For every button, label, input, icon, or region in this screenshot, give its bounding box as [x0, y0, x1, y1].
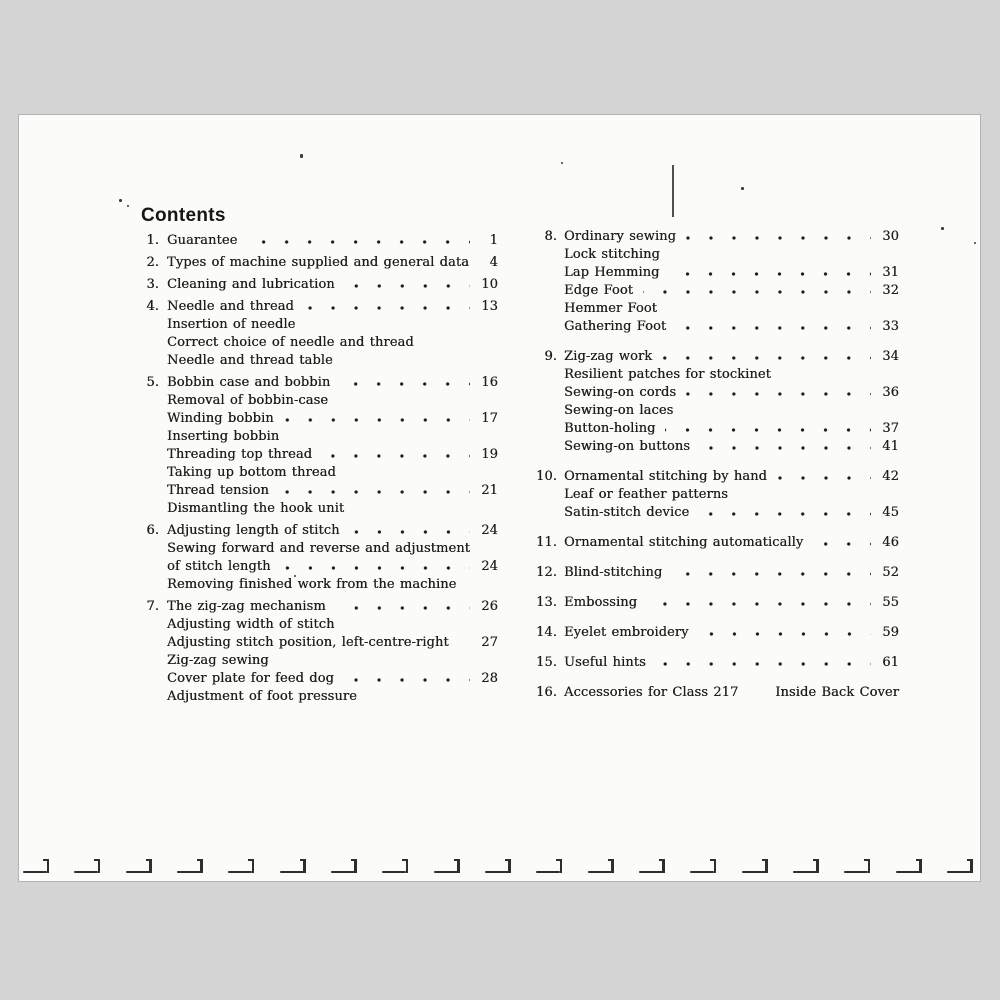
- toc-subentry: [533, 402, 899, 420]
- dot-leaders: [672, 572, 871, 576]
- entry-page-number: 32: [882, 283, 899, 298]
- entry-page-number: 42: [882, 469, 899, 484]
- entry-title: Zig-zag work: [564, 349, 653, 364]
- entry-title: Sewing-on cords: [564, 385, 677, 400]
- entry-title: Resilient patches for stockinet: [564, 367, 771, 382]
- toc-entry: [533, 594, 899, 612]
- entry-page-number: 33: [882, 319, 899, 334]
- entry-title: Insertion of needle: [167, 317, 296, 332]
- binding-mark-icon: [947, 859, 973, 873]
- binding-mark-icon: [844, 859, 870, 873]
- toc-subentry: [141, 352, 498, 370]
- toc-subentry: [533, 300, 899, 318]
- dot-leaders: [676, 326, 871, 330]
- toc-entry: [141, 522, 498, 540]
- toc-subentry: [141, 634, 498, 652]
- dot-leaders: [247, 240, 470, 244]
- entry-page-number: 31: [882, 265, 899, 280]
- entry-title: Gathering Foot: [564, 319, 667, 334]
- dot-leaders: [686, 236, 871, 240]
- toc-entry: [533, 468, 899, 486]
- dot-leaders: [699, 512, 871, 516]
- entry-title: The zig-zag mechanism: [167, 599, 326, 614]
- entry-page-number: 24: [481, 523, 498, 538]
- toc-subentry: [141, 464, 498, 482]
- dot-leaders: [345, 284, 470, 288]
- binding-mark-icon: [690, 859, 716, 873]
- dot-leaders: [344, 678, 470, 682]
- entry-number: 2.: [146, 255, 159, 270]
- toc-subentry: [141, 500, 498, 518]
- entry-title: Taking up bottom thread: [167, 465, 336, 480]
- toc-subentry: [533, 318, 899, 336]
- scan-speckle: [741, 187, 744, 190]
- entry-title: Ornamental stitching automatically: [564, 535, 804, 550]
- entry-title: Types of machine supplied and general data: [167, 255, 470, 270]
- toc-subentry: [141, 410, 498, 428]
- entry-title: Leaf or feather patterns: [564, 487, 728, 502]
- entry-number: 4.: [146, 299, 159, 314]
- entry-number: 13.: [536, 595, 557, 610]
- entry-number: 11.: [536, 535, 557, 550]
- dot-leaders: [700, 446, 871, 450]
- entry-number: 15.: [536, 655, 557, 670]
- binding-mark-icon: [382, 859, 408, 873]
- toc-entry: [141, 276, 498, 294]
- entry-title: Ordinary sewing: [564, 229, 677, 244]
- toc-entry: [141, 232, 498, 250]
- entry-title: Lap Hemming: [564, 265, 660, 280]
- dot-leaders: [304, 306, 470, 310]
- entry-page-number: 34: [882, 349, 899, 364]
- entry-title: Adjusting length of stitch: [167, 523, 340, 538]
- toc-entry: [141, 254, 498, 272]
- toc-subentry: [141, 392, 498, 410]
- entry-number: 1.: [146, 233, 159, 248]
- entry-page-number: 24: [481, 559, 498, 574]
- entry-title: Hemmer Foot: [564, 301, 658, 316]
- entry-title: Needle and thread: [167, 299, 294, 314]
- entry-title: Correct choice of needle and thread: [167, 335, 414, 350]
- scan-speckle: [294, 575, 296, 577]
- dot-leaders: [336, 606, 470, 610]
- entry-number: 10.: [536, 469, 557, 484]
- entry-number: 3.: [146, 277, 159, 292]
- toc-column-left: [141, 232, 498, 706]
- entry-title: Dismantling the hook unit: [167, 501, 345, 516]
- scan-speckle: [941, 227, 944, 230]
- toc-entry: [533, 684, 899, 702]
- toc-subentry: [533, 282, 899, 300]
- comb-binding-marks: [23, 859, 973, 873]
- entry-title: Sewing-on laces: [564, 403, 674, 418]
- dot-leaders: [669, 272, 871, 276]
- toc-entry: [141, 598, 498, 616]
- toc-subentry: [533, 246, 899, 264]
- scan-speckle: [119, 199, 122, 202]
- binding-mark-icon: [177, 859, 203, 873]
- toc-entry: [141, 298, 498, 316]
- binding-mark-icon: [23, 859, 49, 873]
- dot-leaders: [665, 428, 871, 432]
- entry-number: 14.: [536, 625, 557, 640]
- entry-page-number: 36: [882, 385, 899, 400]
- entry-page-number: 26: [481, 599, 498, 614]
- entry-page-number: 1: [489, 233, 498, 248]
- toc-subentry: [533, 486, 899, 504]
- dot-leaders: [281, 566, 470, 570]
- toc-subentry: [141, 428, 498, 446]
- entry-page-number: 52: [882, 565, 899, 580]
- entry-number: 12.: [536, 565, 557, 580]
- entry-title: Needle and thread table: [167, 353, 333, 368]
- entry-title: Edge Foot: [564, 283, 634, 298]
- binding-mark-icon: [588, 859, 614, 873]
- entry-page-number: 16: [481, 375, 498, 390]
- entry-title: Removing finished work from the machine: [167, 577, 457, 592]
- entry-page-number: 46: [882, 535, 899, 550]
- entry-title: Thread tension: [167, 483, 269, 498]
- entry-title: Guarantee: [167, 233, 238, 248]
- toc-subentry: [141, 446, 498, 464]
- entry-page-number: 37: [882, 421, 899, 436]
- toc-subentry: [141, 482, 498, 500]
- toc-entry: [533, 348, 899, 366]
- entry-page-number: 30: [882, 229, 899, 244]
- binding-mark-icon: [280, 859, 306, 873]
- entry-number: 5.: [146, 375, 159, 390]
- binding-mark-icon: [434, 859, 460, 873]
- entry-title: Sewing forward and reverse and adjustment: [167, 541, 471, 556]
- scan-artifact-line: [672, 165, 674, 217]
- scan-speckle: [127, 205, 129, 207]
- dot-leaders: [350, 530, 470, 534]
- entry-title: Ornamental stitching by hand: [564, 469, 767, 484]
- entry-title: Eyelet embroidery: [564, 625, 689, 640]
- entry-title: of stitch length: [167, 559, 271, 574]
- dot-leaders: [284, 418, 470, 422]
- entry-number: 16.: [536, 685, 557, 700]
- toc-entry: [533, 564, 899, 582]
- dot-leaders: [643, 290, 871, 294]
- toc-entry: [533, 624, 899, 642]
- entry-title: Adjustment of foot pressure: [167, 689, 357, 704]
- binding-mark-icon: [331, 859, 357, 873]
- entry-title: Accessories for Class 217: [564, 685, 739, 700]
- entry-title: Zig-zag sewing: [167, 653, 269, 668]
- binding-mark-icon: [485, 859, 511, 873]
- entry-title: Button-holing: [564, 421, 656, 436]
- toc-entry: [533, 534, 899, 552]
- entry-title: Adjusting width of stitch: [167, 617, 335, 632]
- entry-title: Adjusting stitch position, left-centre-right: [167, 635, 449, 650]
- book-page: [18, 114, 981, 882]
- toc-subentry: [141, 652, 498, 670]
- scan-speckle: [974, 242, 976, 244]
- entry-page-number: 17: [481, 411, 498, 426]
- entry-title: Cleaning and lubrication: [167, 277, 335, 292]
- entry-title: Useful hints: [564, 655, 646, 670]
- entry-page-number: 45: [882, 505, 899, 520]
- entry-title: Sewing-on buttons: [564, 439, 691, 454]
- binding-mark-icon: [639, 859, 665, 873]
- entry-page-number: 4: [489, 255, 498, 270]
- entry-title: Winding bobbin: [167, 411, 274, 426]
- dot-leaders: [813, 542, 871, 546]
- toc-column-right: [533, 228, 899, 702]
- dot-leaders: [647, 602, 871, 606]
- entry-page-number: 21: [481, 483, 498, 498]
- entry-title: Bobbin case and bobbin: [167, 375, 331, 390]
- entry-title: Removal of bobbin-case: [167, 393, 329, 408]
- toc-subentry: [533, 504, 899, 522]
- toc-subentry: [141, 670, 498, 688]
- toc-subentry: [533, 264, 899, 282]
- entry-title: Inserting bobbin: [167, 429, 280, 444]
- toc-subentry: [141, 616, 498, 634]
- entry-title: Blind-stitching: [564, 565, 663, 580]
- binding-mark-icon: [793, 859, 819, 873]
- entry-number: 6.: [146, 523, 159, 538]
- binding-mark-icon: [896, 859, 922, 873]
- entry-number: 7.: [146, 599, 159, 614]
- entry-number: 8.: [544, 229, 557, 244]
- entry-title: Lock stitching: [564, 247, 660, 262]
- entry-page-number: 41: [882, 439, 899, 454]
- toc-entry: [533, 654, 899, 672]
- entry-page-number: 59: [882, 625, 899, 640]
- dot-leaders: [340, 382, 470, 386]
- dot-leaders: [279, 490, 470, 494]
- toc-subentry: [533, 420, 899, 438]
- page-title: Contents: [141, 204, 226, 226]
- entry-page-number: 10: [481, 277, 498, 292]
- toc-subentry: [141, 316, 498, 334]
- entry-title: Threading top thread: [167, 447, 313, 462]
- binding-mark-icon: [228, 859, 254, 873]
- dot-leaders: [777, 476, 871, 480]
- toc-subentry: [533, 384, 899, 402]
- entry-title: Embossing: [564, 595, 638, 610]
- toc-subentry: [141, 540, 498, 558]
- entry-page-number: 13: [481, 299, 498, 314]
- binding-mark-icon: [742, 859, 768, 873]
- scan-speckle: [300, 154, 303, 158]
- entry-page-number: 28: [481, 671, 498, 686]
- entry-page-number: 61: [882, 655, 899, 670]
- scan-speckle: [561, 162, 563, 164]
- toc-subentry: [141, 576, 498, 594]
- dot-leaders: [662, 356, 871, 360]
- binding-mark-icon: [126, 859, 152, 873]
- toc-subentry: [533, 366, 899, 384]
- toc-entry: [141, 374, 498, 392]
- binding-mark-icon: [536, 859, 562, 873]
- entry-title: Cover plate for feed dog: [167, 671, 334, 686]
- toc-subentry: [533, 438, 899, 456]
- dot-leaders: [322, 454, 470, 458]
- binding-mark-icon: [74, 859, 100, 873]
- dot-leaders: [699, 632, 871, 636]
- entry-page-number: 19: [481, 447, 498, 462]
- toc-subentry: [141, 558, 498, 576]
- dot-leaders: [656, 662, 871, 666]
- entry-number: 9.: [544, 349, 557, 364]
- dot-leaders: [686, 392, 871, 396]
- toc-entry: [533, 228, 899, 246]
- toc-subentry: [141, 688, 498, 706]
- entry-page-number: 55: [882, 595, 899, 610]
- entry-title: Satin-stitch device: [564, 505, 690, 520]
- toc-subentry: [141, 334, 498, 352]
- entry-page-number: Inside Back Cover: [775, 685, 899, 700]
- entry-page-number: 27: [481, 635, 498, 650]
